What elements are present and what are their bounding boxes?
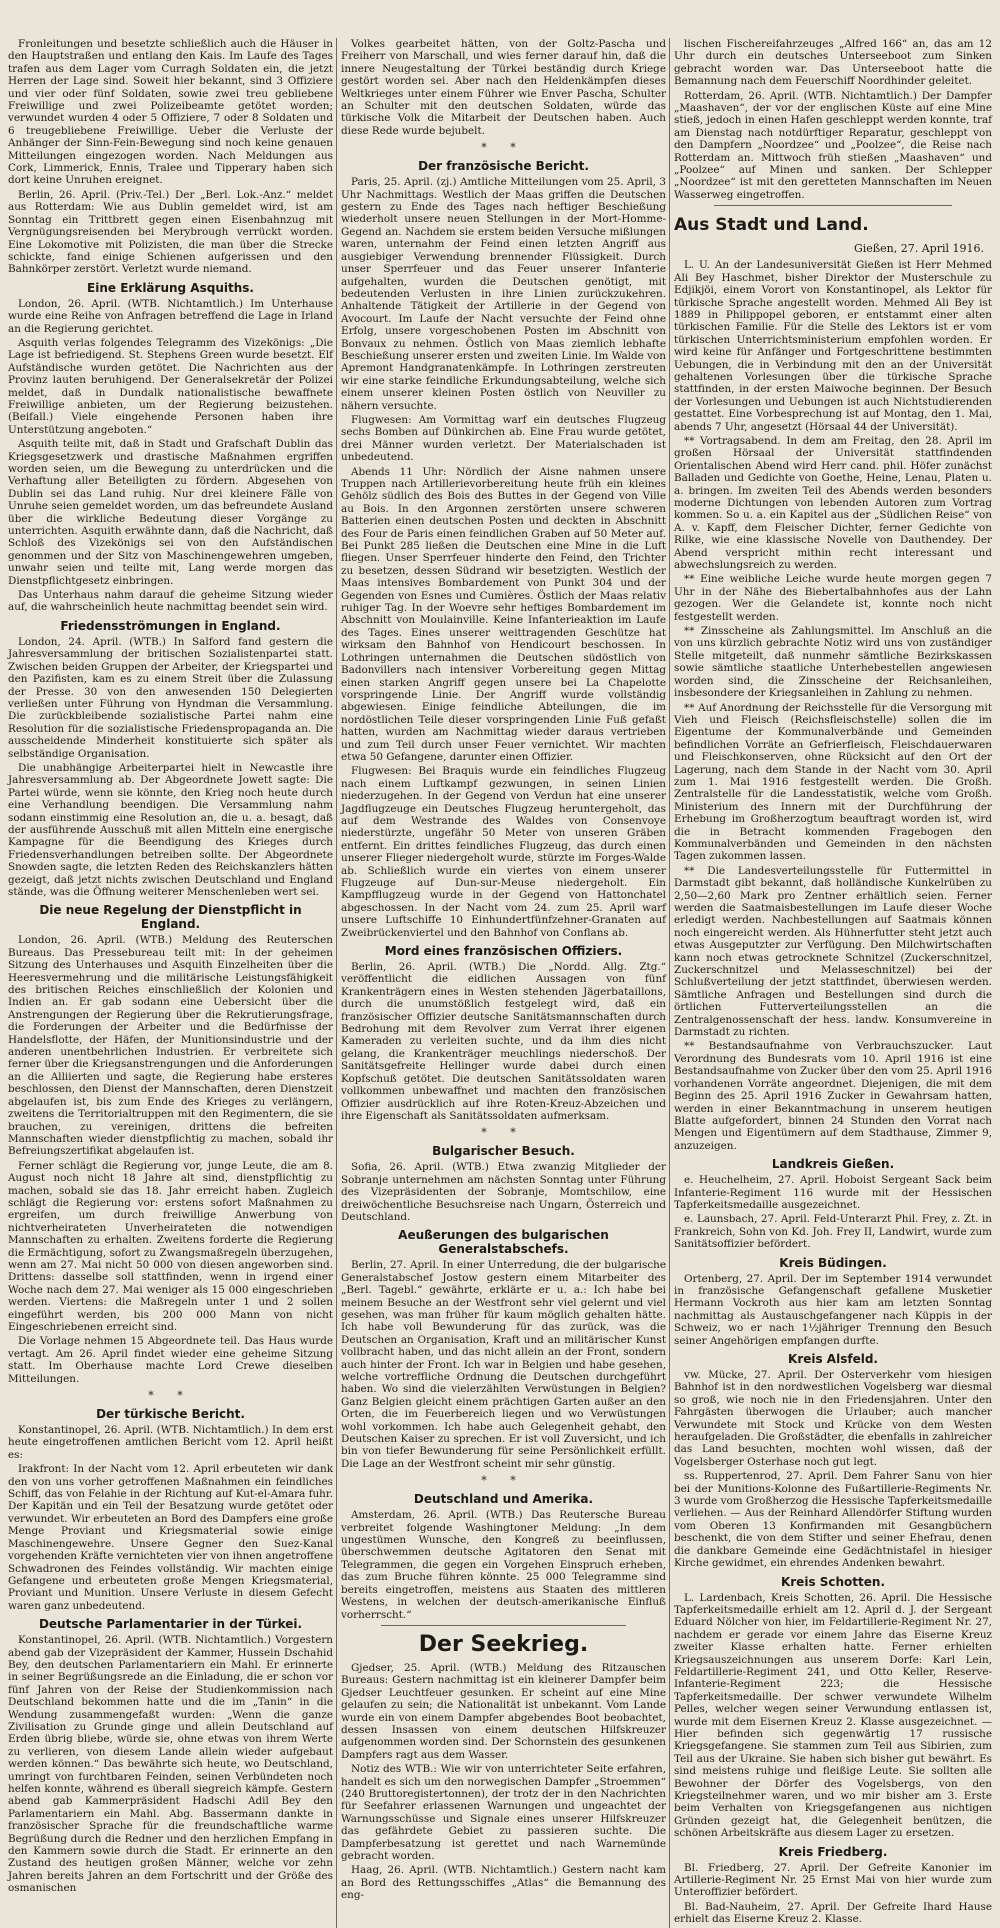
article-paragraph: e. Heuchelheim, 27. April. Hoboist Sergeant Sack beim Infanterie-Regiment 116 wurde mit der Hessischen Tapferkeitsmedaille ausgezeichnet.: [674, 1174, 992, 1211]
section-title: Der Seekrieg.: [418, 1631, 589, 1657]
article-paragraph: ** Eine weibliche Leiche wurde heute morgen gegen 7 Uhr in der Nähe des Biebertalbahnhofes aus der Lahn gezogen. Wer die Gelandete ist, konnte noch nicht festgestellt werden.: [674, 573, 992, 623]
separator-stars: * *: [481, 1126, 526, 1140]
article-paragraph: ** Bestandsaufnahme von Verbrauchszucker. Laut Verordnung des Bundesrats vom 10. April 1916 ist eine Bestandsaufnahme von Zucker über den vom 25. April 1916 vorhandenen Vorräte angeordnet. Diejenigen, die mit dem Beginn des 25. April 1916 Zucker in Gewahrsam hatten, werden in einer Bekanntmachung in unserem heutigen Blatte aufgefordert, binnen 24 Stunden den Vorrat nach Mengen und Eigentümern auf dem Stadthause, Zimmer 9, anzuzeigen.: [674, 1040, 992, 1152]
article-paragraph: Flugwesen: Am Vormittag warf ein deutsches Flugzeug sechs Bomben auf Dünkirchen ab. Eine Frau wurde getötet, drei Männer wurden verletzt. Der Materialschaden ist unbedeutend.: [341, 413, 666, 464]
section-heading: Eine Erklärung Asquiths.: [87, 280, 254, 295]
column-middle: [341, 38, 666, 1928]
article-paragraph: Die unabhängige Arbeiterpartei hielt in Newcastle ihre Jahresversammlung ab. Der Abgeordnete Jowett sagte: Die Partei würde, wenn sie könnte, den Krieg noch heute durch eine Verhandlung beendigen. Die Versammlung nahm sodann einstimmig eine Resolution an, die u. a. besagt, daß der ausführende Ausschuß mit allen Mitteln eine energische Kampagne für die Beendigung des Krieges durch Friedensverhandlungen betreiben sollte. Der Abgeordnete Snowden sagte, die letzten Reden des Reichskanzlers hätten gezeigt, daß jetzt nichts zwischen Deutschland und England stände, was die Öffnung weiterer Menschenleben wert sei.: [8, 761, 333, 898]
article-paragraph: Bl. Bad-Nauheim, 27. April. Der Gefreite Ihard Hause erhielt das Eiserne Kreuz 2. Klasse.: [674, 1900, 992, 1926]
section-heading: Aeußerungen des bulgarischen Generalstabschefs.: [398, 1228, 609, 1257]
separator-rule: [714, 205, 952, 206]
section-heading: Kreis Schotten.: [780, 1574, 886, 1589]
column-right: [674, 38, 992, 1928]
section-heading: Deutschland und Amerika.: [413, 1492, 594, 1507]
article-paragraph: Volkes gearbeitet hätten, von der Goltz-Pascha und Freiherr von Marschall, und wies ferner darauf hin, daß die innere Neugestaltung der Türkei beständig durch Kriege gestört worden sei. Aber nach den Heldenkämpfen dieses Weltkrieges unter einem Führer wie Enver Pascha, Schulter an Schulter mit den deutschen Soldaten, würde das türkische Volk die Mitarbeit der Deutschen haben. Auch diese Rede wurde bejubelt.: [341, 38, 666, 137]
article-paragraph: Fronleitungen und besetzte schließlich auch die Häuser in den Hauptstraßen und entlang den Kais. Im Laufe des Tages trafen aus dem Lager vom Curragh Soldaten ein, die jetzt Herren der Lage sind. Soweit hier bekannt, sind 3 Offiziere und vier oder fünf Soldaten, sowie zwei treu gebliebene Freiwillige und zwei Polizeibeamte getötet worden; verwundet wurden 4 oder 5 Offiziere, 7 oder 8 Soldaten und 6 treugebliebene Freiwillige. Ueber die Verluste der Anhänger der Sinn-Fein-Bewegung sind noch keine genauen Mitteilungen eingezogen worden. Nach Meldungen aus Cork, Limmerick, Ennis, Tralee und Tipperary haben sich dort keine Unruhen ereignet.: [8, 38, 333, 187]
article-paragraph: ** Auf Anordnung der Reichsstelle für die Versorgung mit Vieh und Fleisch (Reichsfleischstelle) sollen die im Eigentume der Kommunalverbände und Gemeinden befindlichen Vorräte an Gefrierfleisch, Fleischdauerwaren und Fleischkonserven, ohne Rücksicht auf den Ort der Lagerung, nach dem Stande in der Nacht vom 30. April zum 1. Mai 1916 festgestellt werden. Die Großh. Zentralstelle für die Landesstatistik, welche vom Großh. Ministerium des Innern mit der Durchführung der Erhebung im Großherzogtum beauftragt worden ist, wird die in Betracht kommenden Fragebogen den Kommunalverbänden und Gemeinden in den nächsten Tagen zukommen lassen.: [674, 701, 992, 863]
section-heading: Deutsche Parlamentarier in der Türkei.: [38, 1617, 303, 1632]
section-heading: Friedensströmungen in England.: [60, 618, 281, 633]
separator-rule: [381, 1625, 626, 1626]
article-paragraph: ss. Ruppertenrod, 27. April. Dem Fahrer Sanu von hier bei der Munitions-Kolonne des Fußartillerie-Regiments Nr. 3 wurde vom Großherzog die Hessische Tapferkeitsmedaille verliehen. — Aus der Reinhard Allendörfer Stiftung wurden vom Oberen 13 Konfirmanden mit Gesangbüchern beschenkt, die von dem Stifter und seiner Ehefrau, denen die dankbare Gemeinde eine Gedächtnistafel in hiesiger Kirche gewidmet, ein ehrendes Andenken bewahrt.: [674, 1470, 992, 1570]
section-heading: Kreis Büdingen.: [779, 1255, 887, 1270]
article-paragraph: London, 26. April. (WTB. Nichtamtlich.) Im Unterhause wurde eine Reihe von Anfragen betreffend die Lage in Irland an die Regierung gerichtet.: [8, 297, 333, 335]
separator-stars: * *: [481, 1474, 526, 1488]
article-paragraph: Asquith teilte mit, daß in Stadt und Grafschaft Dublin das Kriegsgesetzwerk und drastische Maßnahmen ergriffen worden seien, um die Bewegung zu unterdrücken und die Verhaftung aller Beteiligten zu fördern. Abgesehen von Dublin sei das Land ruhig. Nur drei kleinere Fälle von Unruhe seien gemeldet worden, um das befreundete Ausland über die wirkliche Bedeutung dieser Vorgänge zu unterrichten. Asquith erwähnte dann, daß die Nachricht, daß Schloß des Vizekönigs sei von den Aufständischen genommen und der Sitz von Maschinengewehren umgeben, unwahr seien und teilte mit, Lang werde morgen das Dienstpflichtgesetz einbringen.: [8, 438, 333, 587]
article-paragraph: Gjedser, 25. April. (WTB.) Meldung des Ritzauschen Bureaus: Gestern nachmittag ist ein kleinerer Dampfer beim Gjedser Leuchtfeuer gesunken. Er scheint auf eine Mine gelaufen zu sein; die Nationalität ist unbekannt. Vom Lande wurde ein von einem Dampfer abgebendes Boot beobachtet, dessen Insassen von einem deutschen Hilfskreuzer aufgenommen worden sind. Der Schornstein des gesunkenen Dampfers ragt aus dem Wasser.: [341, 1661, 666, 1761]
section-heading: Kreis Friedberg.: [778, 1844, 888, 1859]
article-paragraph: Ortenberg, 27. April. Der im September 1914 verwundet in französische Gefangenschaft gefallene Musketier Hermann Vockroth aus hier kam am letzten Sonntag nachmittag als Austauschgefangener nach Küppis in der Schweiz, wo er nach 1½jähriger Trennung den Besuch seiner Angehörigen empfangen durfte.: [674, 1272, 992, 1347]
article-paragraph: Abends 11 Uhr: Nördlich der Aisne nahmen unsere Truppen nach Artillerievorbereitung heute früh ein kleines Gehölz südlich des Bois des Buttes in der Gegend von Ville au Bois. In den Argonnen zerstörten unsere schweren Batterien einen deutschen Posten und deckten in Abschnitt des Four de Paris einen feindlichen Graben auf 50 Meter auf. Bei Punkt 285 ließen die Deutschen eine Mine in die Luft fliegen. Unser Sperrfeuer hinderte den Feind, den Trichter zu besetzen, dessen Südrand wir besetzigten. Westlich der Maas intensives Bombardement von Punkt 304 und der Gegenden von Esnes und Cumières. Östlich der Maas relativ ruhiger Tag. In der Woevre sehr heftiges Bombardement im Abschnitt von Moulainville. Keine Infanterieaktion im Laufe des Tages. Eines unserer weittragenden Geschütze hat wirksam den Bahnhof von Hendicourt beschossen. In Lothringen unternahmen die Deutschen südöstlich von Badonvillers nach intensiver Vorbereitung gegen Mittag einen starken Angriff gegen unsere bei La Chapelotte vorspringende Linie. Der Angriff wurde vollständig abgewiesen. Einige feindliche Abteilungen, die im nordöstlichen Teile dieser vorspringenden Linie Fuß gefaßt hatten, wurden am Nachmittag wieder daraus vertrieben und zum Teil durch unser Feuer vernichtet. Wir machten etwa 50 Gefangene, darunter einen Offizier.: [341, 465, 666, 763]
article-paragraph: Flugwesen: Bei Braquis wurde ein feindliches Flugzeug nach einem Luftkampf gezwungen, in seinen Linien niederzugehen. In der Gegend von Verdun hat eine unserer Jagdflugzeuge ein Deutsches Flugzeug heruntergeholt, das auf dem Westrande des Waldes von Consenvoye niederstürzte, ungefähr 50 Meter von unseren Gräben entfernt. Ein drittes feindliches Flugzeug, das durch einen unserer Flieger niedergeholt wurde, stürzte im Forges-Walde ab. Schließlich wurde ein viertes von einem unserer Flugzeuge auf Dun-sur-Meuse niedergeholt. Ein Kampfflugzeug wurde in der Gegend von Hattonchatel abgeschossen. In der Nacht vom 24. zum 25. April warf unsere Luftschiffe 10 Einhundertfünfzehner-Granaten auf Zweibrückenviertel und den Bahnhof von Conflans ab.: [341, 765, 666, 939]
column-left: [8, 38, 333, 1928]
article-paragraph: Konstantinopel, 26. April. (WTB. Nichtamtlich.) Vorgestern abend gab der Vizepräsident der Kammer, Hussein Dschahid Bey, den deutschen Parlamentariern ein Mahl. Er erinnerte in seiner Begrüßungsrede an die Einladung, die er schon vor fünf Jahren von der Reise der Studienkommission nach Deutschland bekommen hatte und die im „Tanin“ in die Wendung zusammengefaßt wurden: „Wenn die ganze Zivilisation zu Grunde ginge und allein Deutschland auf Erden übrig bliebe, würde sie, ohne etwas von ihrem Werte zu verlieren, von diesem Lande allein wieder aufgebaut werden können.“ Das bewährte sich heute, wo Deutschland, umringt von furchtbaren Feinden, seinen Verbündeten noch helfen konnte, während es überall siegreich kämpfe. Gestern abend gab Kammerpräsident Hadschi Adil Bey den Parlamentariern ein Mahl. Abg. Bassermann dankte in französischer Sprache für die freundschaftliche warme Begrüßung durch die Redner und den herzlichen Empfang in den Kammern sowie durch die Stadt. Er erinnerte an den Zustand des heutigen großen Männer, welche vor zehn Jahren bereits Jahren an dem Fortschritt und der Größe des osmanischen: [8, 1634, 333, 1895]
article-paragraph: vw. Mücke, 27. April. Der Osterverkehr vom hiesigen Bahnhof ist in den nordwestlichen Vogelsberg war diesmal so groß, wie noch nie in den Friedensjahren. Unter den Fahrgästen überwogen die Urlauber; auch mancher Verwundete mit Stock und Krücke von dem Westen heraufgeladen. Die Großstädter, die ebenfalls in zahlreicher das Land besuchten, mochten wohl wissen, daß der Vogelsberger Osterhase noch gut legt.: [674, 1369, 992, 1468]
article-paragraph: Paris, 25. April. (zj.) Amtliche Mitteilungen vom 25. April, 3 Uhr Nachmittags. Westlich der Maas griffen die Deutschen gestern zu Ende des Tages nach heftiger Beschießung wiederholt unsere neuen Stellungen in der Mort-Homme-Gegend an. Nachdem sie erstem beiden Versuche mißlungen waren, unternahm der Feind einen letzten Angriff aus ausgiebiger Verwendung brennender Flüssigkeit. Durch unser Sperrfeuer und das Feuer unserer Infanterie aufgehalten, wurden die Deutschen genötigt, mit bedeutenden Verlusten in ihre Linien zurückzukehren. Anhaltende Tätigkeit der Artillerie in der Gegend von Avocourt. Im Laufe der Nacht versuchte der Feind ohne Erfolg, unsere vorgeschobenen Posten im Abschnitt von Bonvaux zu nehmen. Östlich von Maas ziemlich lebhafte Beschießung unserer ersten und zweiten Linie. Im Walde von Apremont Handgranatenkämpfe. In Lothringen zerstreuten wir eine starke feindliche Erkundungsabteilung, welche sich einem unserer kleinen Posten östlich von Neuviller zu nähern versuchte.: [341, 176, 666, 412]
article-paragraph: L. U. An der Landesuniversität Gießen ist Herr Mehmed Ali Bey Haschmet, bisher Direktor der Musterschule zu Edjikjöi, einem Vorort von Konstantinopel, als Lektor für türkische Sprache angestellt worden. Mehmed Ali Bey ist 1889 in Philippopel geboren, er entstammt einer alten türkischen Familie. Für die Stelle des Lektors ist er vom türkischen Unterrichtsministerium empfohlen worden. Er wird keine für Anfänger und Fortgeschrittene bestimmten Uebungen, die in Verbindung mit den an der Universität gehaltenen Vorlesungen über die türkische Sprache stattfinden, in der ersten Maiwoche beginnen. Der Besuch der Vorlesungen und Uebungen ist auch Nichtstudierenden gestattet. Eine Vorbesprechung ist auf Montag, den 1. Mai, abends 7 Uhr, angesetzt (Hörsaal 44 der Universität).: [674, 259, 992, 433]
separator-stars: * *: [481, 141, 526, 155]
section-title: Aus Stadt und Land.: [674, 215, 869, 236]
article-paragraph: Die Vorlage nehmen 15 Abgeordnete teil. Das Haus wurde vertagt. Am 26. April findet wieder eine geheime Sitzung statt. Im Oberhause machte Lord Crewe dieselben Mitteilungen.: [8, 1335, 333, 1385]
section-heading: Mord eines französischen Offiziers.: [384, 944, 623, 959]
article-paragraph: Haag, 26. April. (WTB. Nichtamtlich.) Gestern nacht kam an Bord des Rettungsschiffes „Atlas“ die Bemannung des eng-: [341, 1864, 666, 1902]
article-paragraph: Bl. Friedberg, 27. April. Der Gefreite Kanonier im Artillerie-Regiment Nr. 25 Ernst Mai von hier wurde zum Unteroffizier befördert.: [674, 1861, 992, 1899]
article-paragraph: Amsterdam, 26. April. (WTB.) Das Reutersche Bureau verbreitet folgende Washingtoner Meldung: „In dem ungestümen Wunsche, den Kongreß zu beeinflussen, überschwemmen deutsche Agitatoren den Senat mit Telegrammen, die gegen ein Vorgehen Einspruch erheben, das zum Bruche führen könnte. 25 000 Telegramme sind bereits eingetroffen, meistens aus Staaten des mittleren Westens, in welchen der deutsch-amerikanische Einfluß vorherrscht.“: [341, 1509, 666, 1621]
article-paragraph: e. Launsbach, 27. April. Feld-Unterarzt Phil. Frey, z. Zt. in Frankreich, Sohn von Kd. Joh. Frey II, Landwirt, wurde zum Sanitätsoffizier befördert.: [674, 1213, 992, 1251]
article-paragraph: Sofia, 26. April. (WTB.) Etwa zwanzig Mitglieder der Sobranje unternehmen am nächsten Sonntag unter Führung des Vizepräsidenten der Sobranje, Momtschilow, eine dreiwöchentliche Besuchsreise nach Ungarn, Österreich und Deutschland.: [341, 1161, 666, 1223]
article-paragraph: ** Vortragsabend. In dem am Freitag, den 28. April im großen Hörsaal der Universität stattfindenden Orientalischen Abend wird Herr cand. phil. Höfer zunächst Balladen und Gedichte von Goethe, Heine, Lenau, Platen u. a. bringen. Im zweiten Teil des Abends werden besonders moderne Dichtungen von lebenden Autoren zum Vortrag kommen. So u. a. ein Kapitel aus der „Südlichen Reise“ von A. v. Kapff, dem Fleischer Dichter, ferner Gedichte von Rilke, wie eine klassische Novelle von Dauthendey. Der Abend verspricht mithin recht interessant und abwechslungsreich zu werden.: [674, 434, 992, 572]
article-paragraph: London, 24. April. (WTB.) In Salford fand gestern die Jahresversammlung der britischen Sozialistenpartei statt. Zwischen beiden Gruppen der Arbeiter, der Kriegspartei und den Pazifisten, kam es zu einem Streit über die Zulassung der Presse. 30 von den anwesenden 150 Delegierten verließen unter Führung von Hyndman die Versammlung. Die zurückbleibende sozialistische Partei nahm eine Resolution für die sozialistische Friedenspropaganda an. Die ausscheidende Minderheit konstituierte sich später als selbständige Organisation.: [8, 635, 333, 760]
article-paragraph: Konstantinopel, 26. April. (WTB. Nichtamtlich.) In dem erst heute eingetroffenen amtlichen Bericht vom 12. April heißt es:: [8, 1424, 333, 1461]
article-paragraph: Berlin, 26. April. (Priv.-Tel.) Der „Berl. Lok.-Anz.“ meldet aus Rotterdam: Wie aus Dublin gemeldet wird, ist am Sonntag ein Trittbrett gegen einen Eisenbahnzug mit Vergnügungsreisenden bei Merybrough verrückt worden. Eine Lokomotive mit Polizisten, die man über die Strecke schickte, fand einige Schienen aufgerissen und den Bahnkörper zerstört. Verletzt wurde niemand.: [8, 188, 333, 276]
article-paragraph: Rotterdam, 26. April. (WTB. Nichtamtlich.) Der Dampfer „Maashaven“, der vor der englischen Küste auf eine Mine stieß, jedoch in einen Hafen geschleppt werden konnte, traf am Dienstag nach notdürftiger Reparatur, geschleppt von den Dampfern „Noordzee“ und „Poolzee“, die Reise nach Rotterdam an. Mittwoch früh stießen „Maashaven“ und „Poolzee“ auf Minen und sanken. Der Schlepper „Noordzee“ ist mit den geretteten Mannschaften im Neuen Wasserweg eingetroffen.: [674, 89, 992, 201]
article-paragraph: L. Lardenbach, Kreis Schotten, 26. April. Die Hessische Tapferkeitsmedaille erhielt am 12. April d. J. der Sergeant Eduard Nölcher von hier, im Feldartillerie-Regiment Nr. 27, nachdem er gerade vor einem Jahre das Eiserne Kreuz zweiter Klasse erhalten hatte. Ferner erhielten Kriegsauszeichnungen aus unserem Dorfe: Karl Lein, Feldartillerie-Regiment 241, und Otto Keller, Reserve-Infanterie-Regiment 223; die Hessische Tapferkeitsmedaille. Der schwer verwundete Wilhelm Pelles, welcher wegen seiner Verwundung entlassen ist, wurde mit dem Eisernen Kreuz 2. Klasse ausgezeichnet. — Hier befinden sich gegenwärtig 17 russische Kriegsgefangene. Sie stammen zum Teil aus Sibirien, zum Teil aus der Ukraine. Sie haben sich bisher gut bewährt. Es sind meistens ruhige und fleißige Leute. Sie sollten alle Bewohner der Dörfer des Vogelsbergs, von den Kriegsteilnehmer waren, und wo mir bisher am 3. Erste beim Verhalten von Kriegsgefangenen aus nichtigen Gründen gezeigt hat, die Gelegenheit benützen, die schönen Arbeitskräfte aus diesem Lager zu ersetzen.: [674, 1591, 992, 1840]
section-heading: Kreis Alsfeld.: [788, 1352, 878, 1366]
article-paragraph: Irakfront: In der Nacht vom 12. April erbeuteten wir dank den von uns vorher getroffenen Maßnahmen ein feindliches Schiff, das von Felahie in der Richtung auf Kut-el-Amara fuhr. Der Kapitän und ein Teil der Besatzung wurde getötet oder verwundet. Wir erbeuteten an Bord des Dampfers eine große Menge Proviant und Kriegsmaterial sowie einige Maschinengewehre. Unsere Gegner den Suez-Kanal vorgehenden Kräfte vernichteten vier von ihnen angetroffene Schwadronen des Feindes vollständig. Wir machten einige Gefangene und erbeuteten große Mengen Kriegsmaterial, Proviant und Munition. Unsere Verluste in diesem Gefecht waren ganz unbedeutend.: [8, 1463, 333, 1612]
article-paragraph: Asquith verlas folgendes Telegramm des Vizekönigs: „Die Lage ist befriedigend. St. Stephens Green wurde besetzt. Elf Aufständische wurden getötet. Die Nachrichten aus der Provinz lauten beruhigend. Der Generalsekretär der Polizei meldet, daß in Dundalk nationalistische bewaffnete Freiwillige anbieten, um der Regierung beizustehen. (Beifall.) Viele eingehende Personen haben ihre Unterstützung angeboten.“: [8, 336, 333, 436]
article-paragraph: London, 26. April. (WTB.) Meldung des Reuterschen Bureaus. Das Pressebureau teilt mit: In der geheimen Sitzung des Unterhauses und Asquith Einzelheiten über die Heeresvermehrung und die militärische Leistungsfähigkeit des britischen Reiches einschließlich der Kolonien und Indien an. Er gab sodann eine Uebersicht über die Anstrengungen der Regierung über die Rekrutierungsfrage, die Forderungen der Arbeiter und die Bedürfnisse der Handelsflotte, der Häfen, der Munitionsindustrie und der anderen unentbehrlichen Industrien. Er verbreitete sich ferner über die Kriegsanstrengungen und die Anforderungen an die Alliierten und sagte, die Regierung habe ersteres beschlossen, den Dienst der Mannschaften, deren Dienstzeit abgelaufen ist, bis zum Ende des Krieges zu verlängern, zweitens die Territorialtruppen mit den Regimentern, die sie brauchen, zu vereinigen, drittens die befreiten Mannschaften wieder dienstpflichtig zu machen, sobald ihr Befreiungszertifikat abgelaufen ist.: [8, 934, 333, 1158]
article-paragraph: Berlin, 27. April. In einer Unterredung, die der bulgarische Generalstabschef Jostow gestern einem Mitarbeiter des „Berl. Tagebl.“ gewährte, erklärte er u. a.: Ich habe bei meinem Besuche an der Westfront sehr viel gelernt und viel gesehen, was man früher für kaum möglich gehalten hätte. Ich habe voll Bewunderung für das zurück, was die Deutschen an Organisation, Kraft und an militärischer Kunst vollbracht haben, und das nicht allein an der Front, sondern auch hinter der Front. Ich war in Belgien und habe gesehen, welche vortreffliche Ordnung die Deutschen durchgeführt haben. Wo sind die vielerzählten Verwüstungen in Belgien? Ganz Belgien gleicht einem prächtigen Garten außer an den Orten, die im Feuerbereich liegen und wo Verwüstungen wohl vorkommen. Ich habe auch Gelegenheit gehabt, den Deutschen Kaiser zu sprechen. Er ist voll Zuversicht, und ich bin von tiefer Bewunderung für seine Persönlichkeit erfüllt. Die Lage an der Westfront scheint mir sehr günstig.: [341, 1259, 666, 1470]
article-paragraph: Das Unterhaus nahm darauf die geheime Sitzung wieder auf, die wahrscheinlich heute nachmittag beendet sein wird.: [8, 589, 333, 614]
article-paragraph: Berlin, 26. April. (WTB.) Die „Nordd. Allg. Ztg.“ veröffentlicht die eidlichen Aussagen von fünf Krankenträgern eines in Westen stehenden Jägerbataillons, durch die unumstößlich festgelegt wird, daß ein französischer Offizier deutsche Sanitätsmannschaften durch Bedrohung mit dem Revolver zum Verrat ihrer eigenen Kameraden zu verleiten suchte, und da ihm dies nicht gelang, die Krankenträger meuchlings niederschoß. Der Sanitätsgefreite Hellinger wurde dabei durch einen Kopfschuß getötet. Die deutschen Sanitätssoldaten waren vollkommen unbewaffnet und machten den französischen Offizier ausdrücklich auf ihre Roten-Kreuz-Abzeichen und ihre Eigenschaft als Sanitätssoldaten aufmerksam.: [341, 961, 666, 1122]
section-heading: Der französische Bericht.: [418, 159, 589, 174]
article-paragraph: lischen Fischereifahrzeuges „Alfred 166“ an, das am 12 Uhr durch ein deutsches Unterseeboot zum Sinken gebracht worden war. Das Unterseeboot hatte die Bemannung nach dem Feuerschiff Noordhinder geleitet.: [674, 38, 992, 88]
section-heading: Die neue Regelung der Dienstpflicht in England.: [39, 903, 302, 932]
section-heading: Bulgarischer Besuch.: [432, 1144, 575, 1159]
separator-stars: * *: [148, 1389, 193, 1403]
article-paragraph: Ferner schlägt die Regierung vor, junge Leute, die am 8. August noch nicht 18 Jahre alt sind, dienstpflichtig zu machen, sobald sie das 18. Jahr erreicht haben. Zugleich schlägt die Regierung vor: erstens sofort Maßnahmen zu ergreifen, um durch freiwillige Anwerbung von nichtverheirateten Unverheirateten die notwendigen Mannschaften zu erhalten. Zweitens forderte die Regierung die Ermächtigung, sofort zu Zwangsmaßregeln überzugehen, wenn am 27. Mai nicht 50 000 von diesen angeworben sind. Drittens: dasselbe soll stattfinden, wenn in irgend einer Woche nach dem 27. Mai weniger als 15 000 eingeschrieben werden. Viertens: die Maßregeln unter 1 und 2 sollen eingeführt werden, bis 200 000 Mann von nicht Eingeschriebenen erreicht sind.: [8, 1159, 333, 1333]
article-paragraph: ** Zinsscheine als Zahlungsmittel. Im Anschluß an die von uns kürzlich gebrachte Notiz wird uns von zuständiger Stelle mitgeteilt, daß nunmehr sämtliche Bezirkskassen sowie sämtliche staatliche Unterhebestellen angewiesen worden sind, die Zinsscheine der Reichsanleihen, insbesondere der Kriegsanleihen in Zahlung zu nehmen.: [674, 625, 992, 700]
article-paragraph: ** Die Landesverteilungsstelle für Futtermittel in Darmstadt gibt bekannt, daß holländische Kunkelrüben zu 2,50—2,60 Mark pro Zentner erhältlich seien. Ferner werden die Saatmaisbestellungen im Laufe dieser Woche erledigt werden. Nachbestellungen auf Saatmais können noch eingereicht werden. Als Hühnerfutter steht jetzt auch etwas Ausgeputzter zur Verfügung. Den Milchwirtschaften kann noch etwas getrocknete Schnitzel (Zuckerschnitzel, Zuckerschnitzel und Melasseschnitzel) bei der Schlußverteilung der jetzt stattfindet, überwiesen werden. Sämtliche Anfragen und Bestellungen sind durch die örtlichen Futterverteilungsstellen an die Zentralgenossenschaft der hess. landw. Konsumvereine in Darmstadt zu richten.: [674, 864, 992, 1039]
section-heading: Der türkische Bericht.: [96, 1407, 245, 1422]
section-heading: Landkreis Gießen.: [771, 1157, 895, 1172]
article-paragraph: Notiz des WTB.: Wie wir von unterrichteter Seite erfahren, handelt es sich um den norwegischen Dampfer „Stroemmen“ (240 Bruttoregistertonnen), der trotz der in den Nachrichten für Seefahrer erlassenen Warnungen und ungeachtet der Warnungsschüsse und Signale eines unserer Hilfskreuzer das gefährdete Gebiet zu passieren suchte. Die Dampferbesatzung ist gerettet und nach Warnemünde gebracht worden.: [341, 1763, 666, 1862]
dateline: Gießen, 27. April 1916.: [853, 242, 984, 256]
